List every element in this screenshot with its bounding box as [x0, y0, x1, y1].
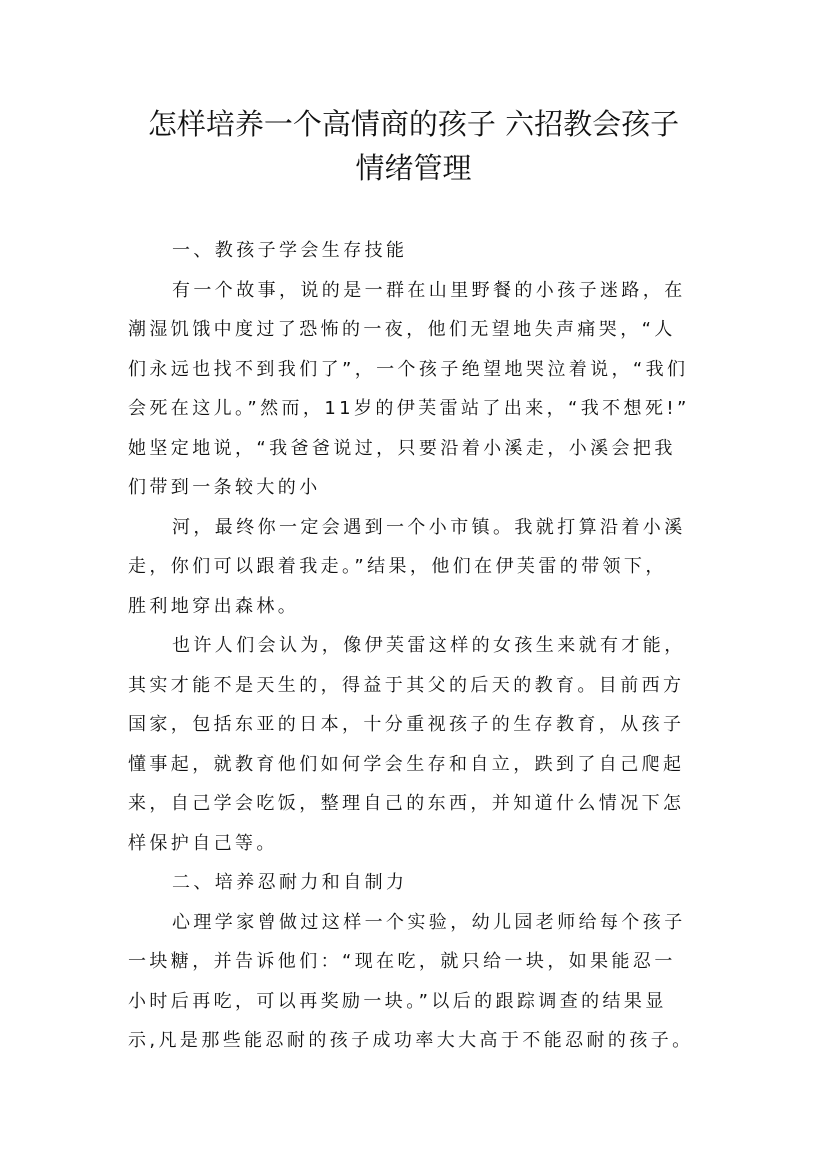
body-line: 国家，包括东亚的日本，十分重视孩子的生存教育，从孩子: [128, 714, 685, 735]
section-heading-1: 一、教孩子学会生存技能: [172, 240, 408, 261]
body-line: 小时后再吃，可以再奖励一块。”以后的跟踪调查的结果显: [128, 990, 667, 1012]
body-line: 会死在这儿。”然而，11岁的伊芙雷站了出来，“我不想死!”: [128, 398, 690, 419]
body-line: 河，最终你一定会遇到一个小市镇。我就打算沿着小溪: [172, 516, 686, 538]
body-line: 来，自己学会吃饭，整理自己的东西，并知道什么情况下怎: [128, 793, 685, 814]
body-line: 有一个故事，说的是一群在山里野餐的小孩子迷路，在: [172, 279, 686, 301]
body-line: 走，你们可以跟着我走。”结果，他们在伊芙雷的带领下，: [128, 556, 667, 577]
document-body: [128, 231, 708, 1061]
body-line: 示,凡是那些能忍耐的孩子成功率大大高于不能忍耐的孩子。: [128, 1030, 694, 1051]
body-line: 她坚定地说，“我爸爸说过，只要沿着小溪走，小溪会把我: [128, 437, 676, 459]
body-line: 样保护自己等。: [128, 832, 278, 854]
body-line: 懂事起，就教育他们如何学会生存和自立，跌到了自己爬起: [128, 753, 685, 775]
document-title-line-2: 情绪管理: [355, 151, 472, 185]
document-title-line-1: 怎样培养一个高情商的孩子 六招教会孩子: [147, 107, 680, 141]
body-line: 一块糖，并告诉他们：“现在吃，就只给一块，如果能忍一: [128, 951, 676, 972]
body-line: 潮湿饥饿中度过了恐怖的一夜，他们无望地失声痛哭，“人: [128, 319, 676, 340]
body-line: 其实才能不是天生的，得益于其父的后天的教育。目前西方: [128, 674, 685, 696]
section-heading-2: 二、培养忍耐力和自制力: [172, 872, 408, 893]
body-line: 也许人们会认为，像伊芙雷这样的女孩生来就有才能，: [172, 635, 686, 656]
body-line: 心理学家曾做过这样一个实验，幼儿园老师给每个孩子: [172, 911, 686, 933]
body-line: 们带到一条较大的小: [128, 477, 321, 498]
body-line: 胜利地穿出森林。: [128, 595, 300, 617]
body-line: 们永远也找不到我们了”，一个孩子绝望地哭泣着说，“我们: [128, 358, 689, 380]
